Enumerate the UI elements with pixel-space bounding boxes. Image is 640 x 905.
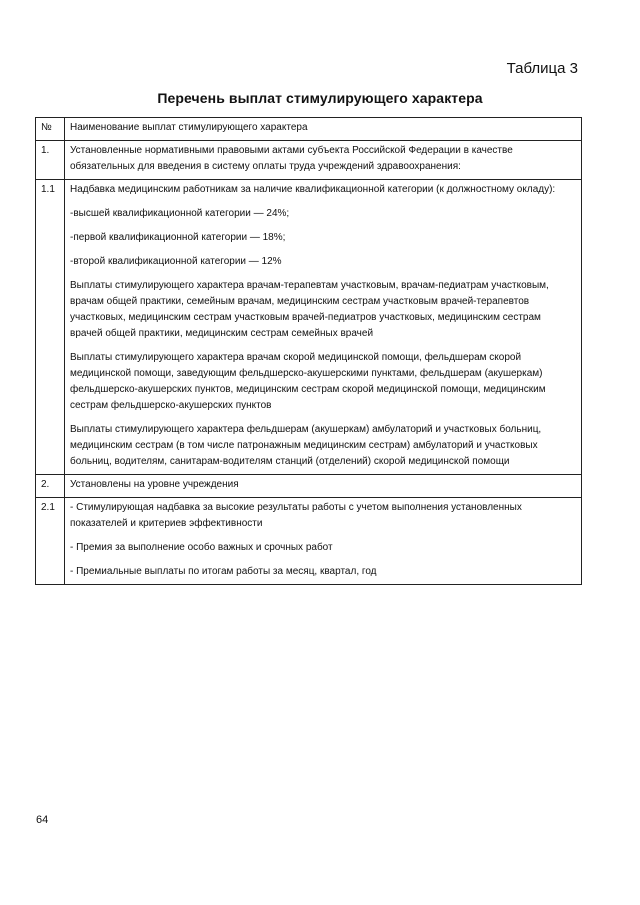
row-paragraph: - Премия за выполнение особо важных и срочных работ — [70, 542, 333, 553]
table-header-row — [36, 118, 582, 141]
row-paragraph: Выплаты стимулирующего характера врачам-терапевтам участковым, врачам-педиатрам участковым, врачам общей практики, семейным врачам, медицинским сестрам участковым врачей-терапевтов участковых, медицинским сестрам участковым врачей-педиатров участковых, медицинским сестрам врачей общей практики, медицинским сестрам семейных врачей — [70, 280, 549, 339]
row-paragraph: -высшей квалификационной категории — 24%; — [70, 208, 290, 219]
page-number: 64 — [36, 814, 49, 826]
row-description-cell — [65, 141, 582, 180]
row-description-cell — [65, 475, 582, 498]
row-description-cell — [65, 498, 582, 585]
row-number-cell: 1. — [36, 141, 65, 180]
row-paragraph: - Стимулирующая надбавка за высокие результаты работы с учетом выполнения установленных показателей и критериев эффективности — [70, 502, 522, 529]
row-paragraph: Надбавка медицинским работникам за наличие квалификационной категории (к должностному окладу): — [70, 184, 556, 195]
table-row — [36, 498, 582, 585]
row-paragraph: -второй квалификационной категории — 12% — [70, 256, 282, 267]
table-row — [36, 475, 582, 498]
table-row — [36, 180, 582, 475]
payments-table-body — [36, 118, 582, 585]
row-paragraph: Установленные нормативными правовыми актами субъекта Российской Федерации в качестве обязательных для введения в систему оплаты труда учреждений здравоохранения: — [70, 145, 513, 172]
row-paragraph: -первой квалификационной категории — 18%; — [70, 232, 286, 243]
document-title: Перечень выплат стимулирующего характера — [157, 90, 483, 106]
header-cell-num: № — [36, 118, 65, 141]
row-paragraph: Установлены на уровне учреждения — [70, 479, 239, 490]
row-paragraph: Выплаты стимулирующего характера фельдшерам (акушеркам) амбулаторий и участковых больниц, медицинским сестрам (в том числе патронажным медицинским сестрам) амбулаторий и участковых больниц, водителям, санитарам-водителям станций (отделений) скорой медицинской помощи — [70, 424, 542, 467]
row-number-cell: 1.1 — [36, 180, 65, 475]
row-paragraph: Выплаты стимулирующего характера врачам скорой медицинской помощи, фельдшерам скорой медицинской помощи, заведующим фельдшерско-акушерскими пунктами, фельдшерам (акушеркам) фельдшерско-акушерских пунктов, медицинским сестрам скорой медицинской помощи, медицинским сестрам фельдшерско-акушерских пунктов — [70, 352, 546, 411]
table-label: Таблица 3 — [506, 60, 578, 77]
table-row — [36, 141, 582, 180]
payments-table — [35, 117, 582, 585]
header-cell-name: Наименование выплат стимулирующего характера — [65, 118, 582, 141]
row-number-cell: 2. — [36, 475, 65, 498]
row-paragraph: - Премиальные выплаты по итогам работы за месяц, квартал, год — [70, 566, 377, 577]
row-number-cell: 2.1 — [36, 498, 65, 585]
row-description-cell — [65, 180, 582, 475]
